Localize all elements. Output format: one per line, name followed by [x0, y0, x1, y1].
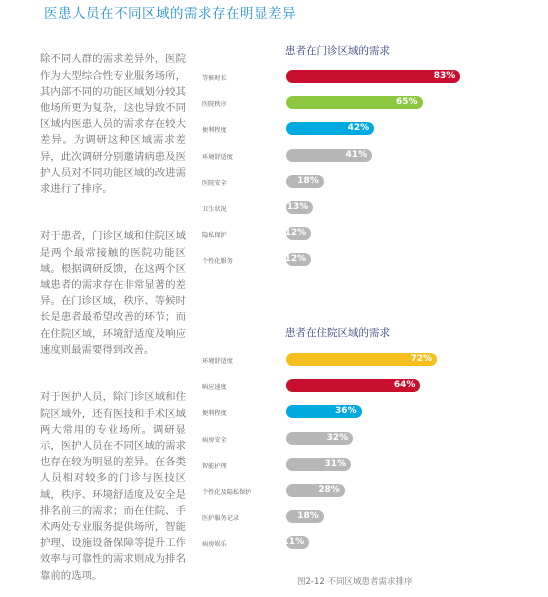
- data-label: 12%: [284, 254, 307, 265]
- inpatient-needs-chart: [202, 353, 522, 563]
- outpatient-chart-title: 患者在门诊区域的需求: [285, 45, 390, 57]
- data-label: 31%: [324, 458, 347, 469]
- data-label: 28%: [318, 484, 340, 495]
- bar: [286, 353, 437, 366]
- category-label: 响应速度: [202, 384, 227, 392]
- bar: [282, 536, 309, 549]
- category-label: 个性化服务: [202, 258, 233, 266]
- category-label: 卫生状况: [202, 205, 227, 213]
- chart-row: [202, 201, 522, 227]
- chart-row: [202, 70, 522, 96]
- bar: [286, 510, 324, 523]
- chart-row: [202, 253, 522, 279]
- data-label: 64%: [393, 380, 416, 391]
- data-label: 11%: [282, 537, 305, 548]
- bar: [286, 70, 460, 83]
- category-label: 智能护理: [202, 462, 227, 470]
- data-label: 32%: [326, 432, 349, 443]
- category-label: 便利程度: [202, 127, 227, 135]
- category-label: 医院秩序: [202, 101, 227, 109]
- body-paragraph-1: 除不同人群的需求差异外，医院作为大型综合性专业服务场所，其内部不同的功能区域划分较其他场所更为复杂，这也导致不同区域内医患人员的需求存在较大差异。为调研这种区域需求差异，此次调研分别邀请病患及医护人员对不同功能区域的改进需求进行了排序。: [40, 53, 186, 196]
- category-label: 病房安全: [202, 436, 227, 444]
- data-label: 41%: [345, 149, 368, 160]
- category-label: 等候时长: [202, 75, 227, 82]
- bar: [286, 227, 311, 240]
- bar: [286, 484, 345, 497]
- bar: [286, 405, 362, 418]
- category-label: 病房娱乐: [202, 541, 227, 549]
- category-label: 医护服务记录: [202, 515, 240, 523]
- bar: [286, 432, 353, 445]
- chart-row: [202, 379, 522, 405]
- category-label: 医院安全: [202, 179, 227, 187]
- category-label: 环境舒适度: [202, 358, 233, 365]
- data-label: 36%: [335, 406, 357, 417]
- data-label: 12%: [284, 228, 307, 239]
- data-label: 18%: [297, 511, 319, 522]
- body-paragraph-2: 对于患者，门诊区域和住院区域是两个最常接触的医院功能区域。根据调研反馈，在这两个区域患者的需求存在非常显著的差异。在门诊区域，秩序、等候时长是患者最希望改善的环节；而在住院区域，环境舒适度及响应速度则最需要得到改善。: [40, 230, 186, 356]
- data-label: 42%: [347, 123, 370, 134]
- chart-row: [202, 149, 522, 175]
- chart-row: [202, 353, 522, 379]
- chart-row: [202, 96, 522, 122]
- bar: [286, 458, 351, 471]
- category-label: 便利程度: [202, 410, 227, 418]
- bar: [286, 201, 313, 214]
- data-label: 65%: [395, 97, 418, 108]
- data-label: 18%: [297, 175, 319, 186]
- bar: [286, 253, 311, 266]
- chart-row: [202, 458, 522, 484]
- data-label: 13%: [286, 201, 309, 212]
- figure-caption: 图2-12 不同区域患者需求排序: [297, 577, 413, 587]
- outpatient-needs-chart: [202, 70, 522, 280]
- bar: [286, 175, 324, 188]
- chart-row: [202, 484, 522, 510]
- bar: [286, 149, 372, 162]
- bar: [286, 122, 374, 135]
- body-paragraph-3: 对于医护人员，除门诊区域和住院区域外，还有医技和手术区域两大常用的专业场所。调研显示，医护人员在不同区域的需求也存在较为明显的差异。在各类人员相对较多的门诊与医技区域，秩序、环境舒适度及安全是排名前三的需求；而在住院、手术两处专业服务提供场所，智能护理、设施设备保障等提升工作效率与可靠性的需求则成为排名靠前的选项。: [40, 391, 186, 582]
- chart-row: [202, 227, 522, 253]
- bar: [286, 96, 423, 109]
- inpatient-chart-title: 患者在住院区域的需求: [285, 327, 390, 339]
- category-label: 个性化及隐私保护: [202, 488, 252, 496]
- data-label: 72%: [410, 354, 433, 364]
- chart-row: [202, 122, 522, 148]
- bar: [286, 379, 420, 392]
- chart-row: [202, 510, 522, 536]
- chart-row: [202, 536, 522, 562]
- page-title: 医患人员在不同区域的需求存在明显差异: [44, 6, 296, 22]
- category-label: 隐私保护: [202, 232, 227, 240]
- chart-row: [202, 175, 522, 201]
- data-label: 83%: [433, 71, 456, 81]
- category-label: 环境舒适度: [202, 153, 233, 161]
- chart-row: [202, 432, 522, 458]
- chart-row: [202, 405, 522, 431]
